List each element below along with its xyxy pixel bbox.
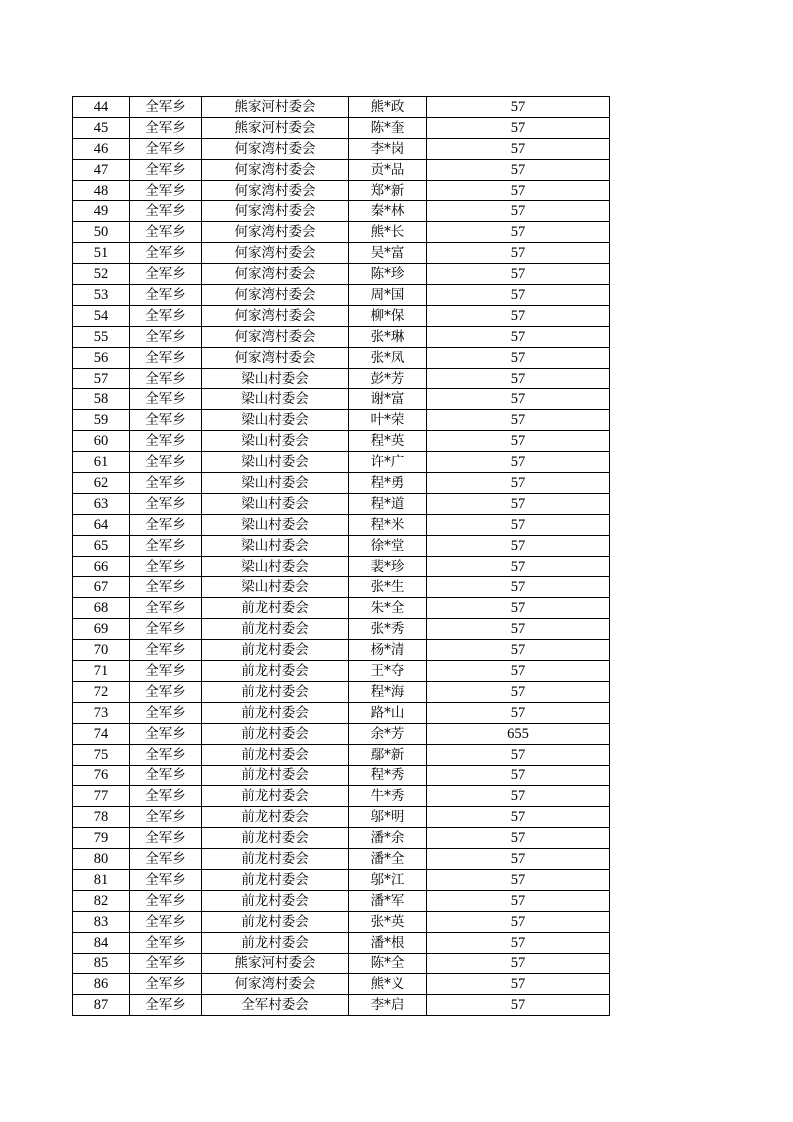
person-name-cell: 谢*富: [349, 389, 427, 410]
township-cell: 全军乡: [130, 285, 202, 306]
row-index-cell: 85: [73, 953, 130, 974]
amount-cell: 57: [427, 535, 610, 556]
table-row: [73, 431, 610, 452]
row-index-cell: 67: [73, 577, 130, 598]
village-committee-cell: 前龙村委会: [202, 786, 349, 807]
village-committee-cell: 前龙村委会: [202, 661, 349, 682]
row-index-cell: 51: [73, 243, 130, 264]
township-cell: 全军乡: [130, 117, 202, 138]
township-cell: 全军乡: [130, 640, 202, 661]
village-committee-cell: 全军村委会: [202, 995, 349, 1016]
village-committee-cell: 何家湾村委会: [202, 264, 349, 285]
table-row: [73, 556, 610, 577]
village-committee-cell: 熊家河村委会: [202, 953, 349, 974]
table-row: [73, 159, 610, 180]
row-index-cell: 48: [73, 180, 130, 201]
table-row: [73, 347, 610, 368]
table-row: [73, 681, 610, 702]
row-index-cell: 59: [73, 410, 130, 431]
row-index-cell: 62: [73, 473, 130, 494]
township-cell: 全军乡: [130, 138, 202, 159]
amount-cell: 57: [427, 849, 610, 870]
amount-cell: 57: [427, 201, 610, 222]
table-row: [73, 661, 610, 682]
person-name-cell: 程*秀: [349, 765, 427, 786]
village-committee-cell: 何家湾村委会: [202, 243, 349, 264]
township-cell: 全军乡: [130, 222, 202, 243]
row-index-cell: 81: [73, 869, 130, 890]
village-committee-cell: 前龙村委会: [202, 640, 349, 661]
table-row: [73, 117, 610, 138]
row-index-cell: 76: [73, 765, 130, 786]
village-committee-cell: 何家湾村委会: [202, 347, 349, 368]
row-index-cell: 77: [73, 786, 130, 807]
township-cell: 全军乡: [130, 389, 202, 410]
row-index-cell: 55: [73, 326, 130, 347]
person-name-cell: 王*夺: [349, 661, 427, 682]
table-row: [73, 702, 610, 723]
person-name-cell: 牛*秀: [349, 786, 427, 807]
village-committee-cell: 梁山村委会: [202, 452, 349, 473]
row-index-cell: 69: [73, 619, 130, 640]
amount-cell: 57: [427, 493, 610, 514]
village-committee-cell: 梁山村委会: [202, 431, 349, 452]
township-cell: 全军乡: [130, 765, 202, 786]
table-row: [73, 473, 610, 494]
township-cell: 全军乡: [130, 493, 202, 514]
township-cell: 全军乡: [130, 786, 202, 807]
table-row: [73, 368, 610, 389]
amount-cell: 57: [427, 159, 610, 180]
table-row: [73, 640, 610, 661]
subsidy-table: [72, 96, 610, 1016]
row-index-cell: 70: [73, 640, 130, 661]
person-name-cell: 邬*明: [349, 807, 427, 828]
village-committee-cell: 何家湾村委会: [202, 326, 349, 347]
person-name-cell: 柳*保: [349, 305, 427, 326]
township-cell: 全军乡: [130, 619, 202, 640]
person-name-cell: 熊*长: [349, 222, 427, 243]
person-name-cell: 熊*义: [349, 974, 427, 995]
person-name-cell: 程*海: [349, 681, 427, 702]
table-row: [73, 452, 610, 473]
amount-cell: 57: [427, 640, 610, 661]
township-cell: 全军乡: [130, 723, 202, 744]
row-index-cell: 57: [73, 368, 130, 389]
village-committee-cell: 何家湾村委会: [202, 138, 349, 159]
township-cell: 全军乡: [130, 577, 202, 598]
township-cell: 全军乡: [130, 347, 202, 368]
table-row: [73, 828, 610, 849]
amount-cell: 57: [427, 326, 610, 347]
row-index-cell: 87: [73, 995, 130, 1016]
row-index-cell: 52: [73, 264, 130, 285]
person-name-cell: 张*秀: [349, 619, 427, 640]
township-cell: 全军乡: [130, 159, 202, 180]
person-name-cell: 程*道: [349, 493, 427, 514]
village-committee-cell: 梁山村委会: [202, 556, 349, 577]
amount-cell: 57: [427, 807, 610, 828]
amount-cell: 57: [427, 410, 610, 431]
township-cell: 全军乡: [130, 974, 202, 995]
table-row: [73, 807, 610, 828]
row-index-cell: 80: [73, 849, 130, 870]
table-row: [73, 744, 610, 765]
person-name-cell: 陈*奎: [349, 117, 427, 138]
township-cell: 全军乡: [130, 995, 202, 1016]
village-committee-cell: 前龙村委会: [202, 598, 349, 619]
amount-cell: 57: [427, 347, 610, 368]
amount-cell: 57: [427, 243, 610, 264]
township-cell: 全军乡: [130, 326, 202, 347]
row-index-cell: 83: [73, 911, 130, 932]
amount-cell: 57: [427, 619, 610, 640]
row-index-cell: 44: [73, 97, 130, 118]
person-name-cell: 程*勇: [349, 473, 427, 494]
township-cell: 全军乡: [130, 243, 202, 264]
amount-cell: 57: [427, 744, 610, 765]
amount-cell: 57: [427, 598, 610, 619]
person-name-cell: 秦*林: [349, 201, 427, 222]
table-row: [73, 389, 610, 410]
amount-cell: 57: [427, 974, 610, 995]
table-row: [73, 995, 610, 1016]
table-row: [73, 932, 610, 953]
table-row: [73, 869, 610, 890]
township-cell: 全军乡: [130, 535, 202, 556]
table-row: [73, 849, 610, 870]
person-name-cell: 熊*政: [349, 97, 427, 118]
amount-cell: 57: [427, 661, 610, 682]
amount-cell: 57: [427, 368, 610, 389]
person-name-cell: 叶*荣: [349, 410, 427, 431]
amount-cell: 57: [427, 681, 610, 702]
village-committee-cell: 熊家河村委会: [202, 117, 349, 138]
person-name-cell: 程*米: [349, 514, 427, 535]
township-cell: 全军乡: [130, 473, 202, 494]
amount-cell: 57: [427, 911, 610, 932]
amount-cell: 57: [427, 180, 610, 201]
amount-cell: 57: [427, 765, 610, 786]
amount-cell: 57: [427, 389, 610, 410]
amount-cell: 57: [427, 556, 610, 577]
amount-cell: 57: [427, 869, 610, 890]
village-committee-cell: 梁山村委会: [202, 493, 349, 514]
row-index-cell: 75: [73, 744, 130, 765]
township-cell: 全军乡: [130, 180, 202, 201]
row-index-cell: 56: [73, 347, 130, 368]
table-row: [73, 410, 610, 431]
amount-cell: 57: [427, 932, 610, 953]
township-cell: 全军乡: [130, 890, 202, 911]
township-cell: 全军乡: [130, 556, 202, 577]
village-committee-cell: 梁山村委会: [202, 473, 349, 494]
person-name-cell: 陈*全: [349, 953, 427, 974]
table-row: [73, 305, 610, 326]
table-row: [73, 765, 610, 786]
table-row: [73, 326, 610, 347]
row-index-cell: 50: [73, 222, 130, 243]
township-cell: 全军乡: [130, 410, 202, 431]
village-committee-cell: 梁山村委会: [202, 535, 349, 556]
village-committee-cell: 何家湾村委会: [202, 159, 349, 180]
row-index-cell: 64: [73, 514, 130, 535]
village-committee-cell: 前龙村委会: [202, 890, 349, 911]
table-row: [73, 493, 610, 514]
village-committee-cell: 梁山村委会: [202, 410, 349, 431]
table-row: [73, 974, 610, 995]
village-committee-cell: 何家湾村委会: [202, 974, 349, 995]
row-index-cell: 49: [73, 201, 130, 222]
row-index-cell: 72: [73, 681, 130, 702]
township-cell: 全军乡: [130, 911, 202, 932]
amount-cell: 57: [427, 514, 610, 535]
person-name-cell: 程*英: [349, 431, 427, 452]
person-name-cell: 郑*新: [349, 180, 427, 201]
township-cell: 全军乡: [130, 702, 202, 723]
person-name-cell: 鄢*新: [349, 744, 427, 765]
person-name-cell: 徐*堂: [349, 535, 427, 556]
village-committee-cell: 前龙村委会: [202, 723, 349, 744]
amount-cell: 57: [427, 138, 610, 159]
row-index-cell: 46: [73, 138, 130, 159]
amount-cell: 57: [427, 995, 610, 1016]
person-name-cell: 路*山: [349, 702, 427, 723]
person-name-cell: 张*英: [349, 911, 427, 932]
amount-cell: 57: [427, 953, 610, 974]
person-name-cell: 贡*品: [349, 159, 427, 180]
village-committee-cell: 梁山村委会: [202, 389, 349, 410]
row-index-cell: 60: [73, 431, 130, 452]
table-row: [73, 222, 610, 243]
person-name-cell: 潘*根: [349, 932, 427, 953]
village-committee-cell: 何家湾村委会: [202, 222, 349, 243]
table-row: [73, 619, 610, 640]
row-index-cell: 78: [73, 807, 130, 828]
table-body: [73, 97, 610, 1016]
village-committee-cell: 前龙村委会: [202, 807, 349, 828]
township-cell: 全军乡: [130, 828, 202, 849]
person-name-cell: 裴*珍: [349, 556, 427, 577]
row-index-cell: 84: [73, 932, 130, 953]
person-name-cell: 潘*军: [349, 890, 427, 911]
amount-cell: 57: [427, 305, 610, 326]
table-row: [73, 97, 610, 118]
person-name-cell: 彭*芳: [349, 368, 427, 389]
township-cell: 全军乡: [130, 452, 202, 473]
township-cell: 全军乡: [130, 514, 202, 535]
row-index-cell: 65: [73, 535, 130, 556]
person-name-cell: 许*广: [349, 452, 427, 473]
amount-cell: 57: [427, 890, 610, 911]
table-row: [73, 535, 610, 556]
row-index-cell: 86: [73, 974, 130, 995]
village-committee-cell: 何家湾村委会: [202, 180, 349, 201]
person-name-cell: 陈*珍: [349, 264, 427, 285]
row-index-cell: 53: [73, 285, 130, 306]
township-cell: 全军乡: [130, 305, 202, 326]
row-index-cell: 71: [73, 661, 130, 682]
amount-cell: 57: [427, 702, 610, 723]
village-committee-cell: 前龙村委会: [202, 869, 349, 890]
amount-cell: 57: [427, 222, 610, 243]
village-committee-cell: 何家湾村委会: [202, 201, 349, 222]
table-row: [73, 890, 610, 911]
township-cell: 全军乡: [130, 932, 202, 953]
table-row: [73, 598, 610, 619]
row-index-cell: 47: [73, 159, 130, 180]
village-committee-cell: 前龙村委会: [202, 681, 349, 702]
person-name-cell: 邬*江: [349, 869, 427, 890]
row-index-cell: 79: [73, 828, 130, 849]
township-cell: 全军乡: [130, 849, 202, 870]
township-cell: 全军乡: [130, 598, 202, 619]
township-cell: 全军乡: [130, 264, 202, 285]
row-index-cell: 66: [73, 556, 130, 577]
amount-cell: 57: [427, 264, 610, 285]
township-cell: 全军乡: [130, 681, 202, 702]
row-index-cell: 74: [73, 723, 130, 744]
village-committee-cell: 前龙村委会: [202, 932, 349, 953]
table-row: [73, 786, 610, 807]
amount-cell: 57: [427, 473, 610, 494]
table-row: [73, 180, 610, 201]
row-index-cell: 68: [73, 598, 130, 619]
amount-cell: 57: [427, 828, 610, 849]
village-committee-cell: 梁山村委会: [202, 368, 349, 389]
township-cell: 全军乡: [130, 953, 202, 974]
row-index-cell: 63: [73, 493, 130, 514]
amount-cell: 57: [427, 452, 610, 473]
amount-cell: 57: [427, 285, 610, 306]
person-name-cell: 张*生: [349, 577, 427, 598]
table-row: [73, 201, 610, 222]
village-committee-cell: 前龙村委会: [202, 911, 349, 932]
amount-cell: 57: [427, 97, 610, 118]
village-committee-cell: 前龙村委会: [202, 744, 349, 765]
person-name-cell: 张*琳: [349, 326, 427, 347]
table-row: [73, 723, 610, 744]
village-committee-cell: 前龙村委会: [202, 828, 349, 849]
person-name-cell: 潘*余: [349, 828, 427, 849]
village-committee-cell: 熊家河村委会: [202, 97, 349, 118]
table-row: [73, 138, 610, 159]
village-committee-cell: 何家湾村委会: [202, 285, 349, 306]
table-row: [73, 911, 610, 932]
row-index-cell: 54: [73, 305, 130, 326]
township-cell: 全军乡: [130, 869, 202, 890]
person-name-cell: 潘*全: [349, 849, 427, 870]
person-name-cell: 杨*清: [349, 640, 427, 661]
village-committee-cell: 前龙村委会: [202, 849, 349, 870]
table-row: [73, 953, 610, 974]
amount-cell: 57: [427, 117, 610, 138]
township-cell: 全军乡: [130, 201, 202, 222]
row-index-cell: 45: [73, 117, 130, 138]
table-row: [73, 285, 610, 306]
township-cell: 全军乡: [130, 431, 202, 452]
township-cell: 全军乡: [130, 807, 202, 828]
row-index-cell: 58: [73, 389, 130, 410]
person-name-cell: 余*芳: [349, 723, 427, 744]
village-committee-cell: 前龙村委会: [202, 619, 349, 640]
row-index-cell: 82: [73, 890, 130, 911]
table-row: [73, 243, 610, 264]
township-cell: 全军乡: [130, 744, 202, 765]
subsidy-table-container: [72, 96, 609, 1016]
person-name-cell: 李*岗: [349, 138, 427, 159]
table-row: [73, 264, 610, 285]
person-name-cell: 周*国: [349, 285, 427, 306]
village-committee-cell: 前龙村委会: [202, 765, 349, 786]
table-row: [73, 514, 610, 535]
person-name-cell: 张*凤: [349, 347, 427, 368]
township-cell: 全军乡: [130, 661, 202, 682]
amount-cell: 57: [427, 786, 610, 807]
person-name-cell: 朱*全: [349, 598, 427, 619]
amount-cell: 57: [427, 577, 610, 598]
township-cell: 全军乡: [130, 97, 202, 118]
village-committee-cell: 何家湾村委会: [202, 305, 349, 326]
row-index-cell: 61: [73, 452, 130, 473]
person-name-cell: 李*启: [349, 995, 427, 1016]
amount-cell: 655: [427, 723, 610, 744]
amount-cell: 57: [427, 431, 610, 452]
village-committee-cell: 梁山村委会: [202, 514, 349, 535]
table-row: [73, 577, 610, 598]
person-name-cell: 吴*富: [349, 243, 427, 264]
township-cell: 全军乡: [130, 368, 202, 389]
row-index-cell: 73: [73, 702, 130, 723]
village-committee-cell: 前龙村委会: [202, 702, 349, 723]
village-committee-cell: 梁山村委会: [202, 577, 349, 598]
